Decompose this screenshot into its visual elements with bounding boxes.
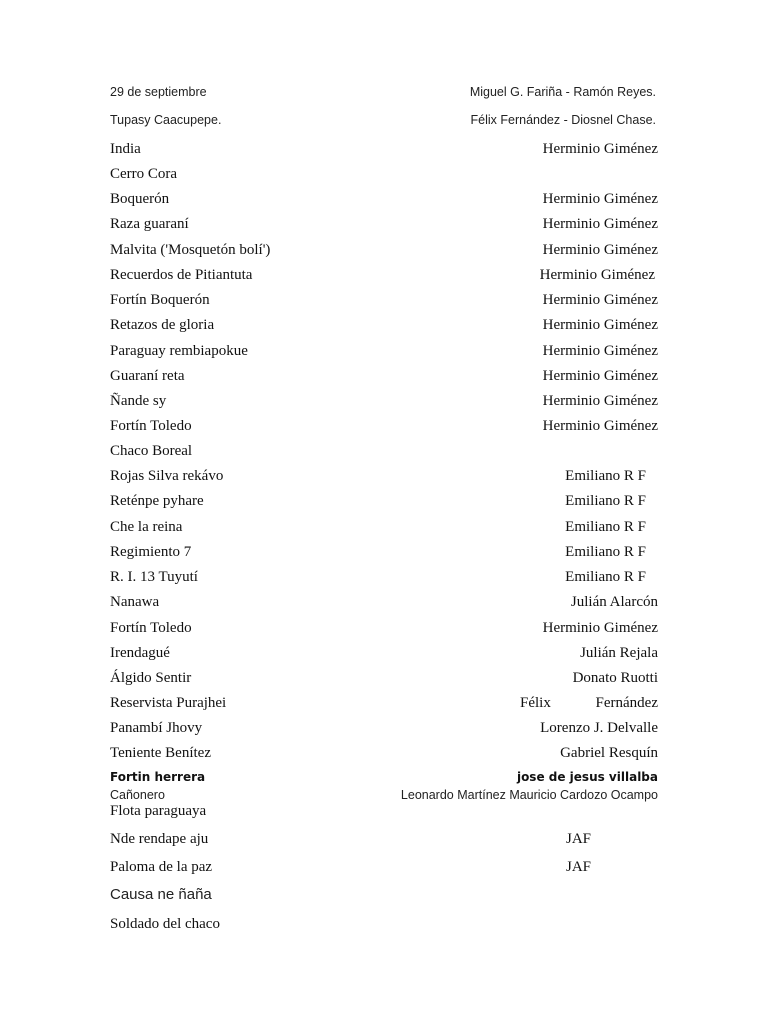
song-author: Herminio Giménez xyxy=(542,393,658,409)
song-author: Herminio Giménez xyxy=(542,343,658,359)
list-item xyxy=(110,544,658,566)
song-title: Soldado del chaco xyxy=(110,916,220,932)
list-item xyxy=(110,343,658,365)
list-item xyxy=(110,620,658,642)
song-title: Panambí Jhovy xyxy=(110,720,203,736)
song-title: Flota paraguaya xyxy=(110,803,207,819)
song-title: Chaco Boreal xyxy=(110,443,193,459)
song-title: Fortin herrera xyxy=(110,770,206,784)
song-title: Tupasy Caacupepe. xyxy=(110,113,222,127)
song-author: Lorenzo J. Delvalle xyxy=(540,720,658,736)
song-author: Herminio Giménez xyxy=(542,292,658,308)
song-title: Recuerdos de Pitiantuta xyxy=(110,267,253,283)
song-title: Rojas Silva rekávo xyxy=(110,468,224,484)
header-row xyxy=(110,113,658,135)
list-item xyxy=(110,493,658,515)
song-title: Regimiento 7 xyxy=(110,544,192,560)
song-title: Reservista Purajhei xyxy=(110,695,227,711)
song-author: Herminio Giménez xyxy=(539,267,655,283)
song-title: 29 de septiembre xyxy=(110,85,207,99)
list-item xyxy=(110,141,658,163)
list-item xyxy=(110,831,658,853)
song-author: Herminio Giménez xyxy=(542,242,658,258)
song-title: Malvita ('Mosquetón bolí') xyxy=(110,242,271,258)
list-item xyxy=(110,418,658,440)
song-title: Paraguay rembiapokue xyxy=(110,343,248,359)
list-item xyxy=(110,292,658,314)
song-author: Herminio Giménez xyxy=(542,418,658,434)
song-author: Emiliano R F xyxy=(565,493,646,509)
list-item xyxy=(110,519,658,541)
header-row xyxy=(110,85,658,107)
list-item xyxy=(110,720,658,742)
song-title: Cañonero xyxy=(110,788,165,802)
list-item xyxy=(110,443,658,465)
list-item xyxy=(110,468,658,490)
song-author: Julián Rejala xyxy=(580,645,658,661)
song-author: Emiliano R F xyxy=(565,569,646,585)
list-item xyxy=(110,216,658,238)
list-item xyxy=(110,916,658,938)
song-author-last: Fernández xyxy=(595,695,658,711)
song-title: Boquerón xyxy=(110,191,170,207)
song-author: JAF xyxy=(566,831,592,847)
song-author-first: Félix xyxy=(520,695,551,711)
song-author: Miguel G. Fariña - Ramón Reyes. xyxy=(469,85,656,99)
song-title: R. I. 13 Tuyutí xyxy=(110,569,198,585)
song-author: Herminio Giménez xyxy=(542,216,658,232)
song-author: Herminio Giménez xyxy=(542,317,658,333)
song-title: Retazos de gloria xyxy=(110,317,215,333)
list-item xyxy=(110,368,658,390)
song-author: Gabriel Resquín xyxy=(560,745,658,761)
song-title: Ñande sy xyxy=(110,393,167,409)
song-author: Herminio Giménez xyxy=(542,368,658,384)
song-author: jose de jesus villalba xyxy=(516,770,658,784)
song-title: Raza guaraní xyxy=(110,216,189,232)
list-item xyxy=(110,645,658,667)
song-title: Causa ne ñaña xyxy=(110,886,212,903)
song-title: Álgido Sentir xyxy=(110,670,192,686)
song-author: Félix Fernández - Diosnel Chase. xyxy=(470,113,656,127)
song-title: Fortín Boquerón xyxy=(110,292,210,308)
song-title: India xyxy=(110,141,141,157)
song-title: Teniente Benítez xyxy=(110,745,211,761)
song-author: Leonardo Martínez Mauricio Cardozo Ocampo xyxy=(400,788,658,802)
song-title: Reténpe pyhare xyxy=(110,493,204,509)
song-author: Herminio Giménez xyxy=(542,141,658,157)
list-item xyxy=(110,859,658,881)
list-item xyxy=(110,886,658,908)
song-title: Nanawa xyxy=(110,594,160,610)
song-title: Nde rendape aju xyxy=(110,831,209,847)
song-author: Emiliano R F xyxy=(565,468,646,484)
list-item xyxy=(110,594,658,616)
list-item xyxy=(110,569,658,591)
song-title: Che la reina xyxy=(110,519,183,535)
song-title: Fortín Toledo xyxy=(110,620,192,636)
list-item xyxy=(110,242,658,264)
song-author: JAF xyxy=(566,859,592,875)
song-author: Donato Ruotti xyxy=(572,670,658,686)
song-author: Herminio Giménez xyxy=(542,191,658,207)
list-item xyxy=(110,191,658,213)
song-title: Guaraní reta xyxy=(110,368,185,384)
list-item xyxy=(110,393,658,415)
list-item xyxy=(110,267,658,289)
song-title: Irendagué xyxy=(110,645,170,661)
list-item xyxy=(110,745,658,767)
song-author: Julián Alarcón xyxy=(570,594,658,610)
song-author: Emiliano R F xyxy=(565,544,646,560)
song-author: Herminio Giménez xyxy=(542,620,658,636)
list-item xyxy=(110,317,658,339)
list-item xyxy=(110,695,658,717)
song-title: Cerro Cora xyxy=(110,166,178,182)
list-item xyxy=(110,670,658,692)
song-title: Paloma de la paz xyxy=(110,859,213,875)
song-title: Fortín Toledo xyxy=(110,418,192,434)
list-item xyxy=(110,166,658,188)
song-author: Emiliano R F xyxy=(565,519,646,535)
list-item xyxy=(110,803,658,825)
